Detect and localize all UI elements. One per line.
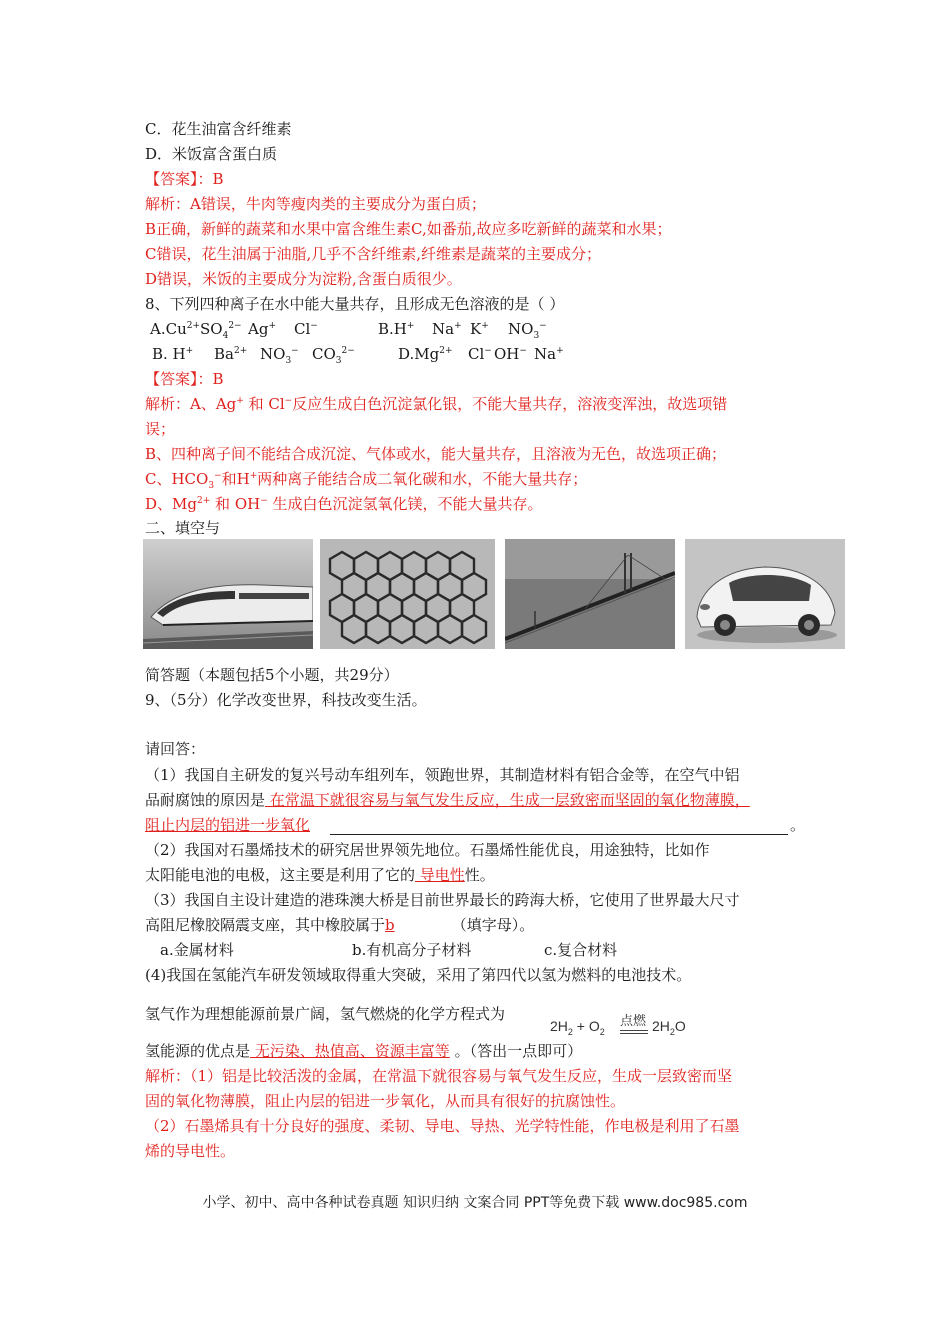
equation-products: $2H_2O$ (652, 1018, 686, 1037)
q7-explanation-b: B正确，新鲜的蔬菜和水果中富含维生素C,如番茄,故应多吃新鲜的蔬菜和水果； (145, 220, 672, 238)
q8-exp-c-part3: 两种离子能结合成二氧化碳和水，不能大量共存； (257, 470, 588, 488)
q9-option-a: a.金属材料 (160, 941, 234, 959)
q7-option-d: D．米饭富含蛋白质 (145, 145, 278, 163)
q9-explanation-2b: 烯的导电性。 (145, 1142, 236, 1160)
q8-exp-d-part1: D、Mg (145, 495, 197, 513)
q9-part2-answer: 导电性 (415, 866, 465, 884)
q9-explanation-1a: 解析：（1）铝是比较活泼的金属，在常温下就很容易与氧气发生反应，生成一层致密而坚 (145, 1067, 733, 1085)
q9-part3-options (160, 939, 617, 961)
q9-part2-suffix: 性。 (464, 866, 495, 884)
photo-strip (143, 539, 845, 649)
q8-option-b-no3: NO (508, 320, 534, 338)
q8-option-a-ag: Ag (248, 320, 269, 338)
section-subheading: 简答题（本题包括5个小题，共29分） (145, 666, 399, 684)
q9-prompt: 请回答： (145, 740, 206, 758)
q8-option-c-no3: NO (260, 345, 286, 363)
q8-explanation-d: D、$Mg^{2+}$ 和 OH− 生成白色沉淀氢氧化镁，不能大量共存。 (145, 495, 543, 513)
q8-option-c-co3: CO (312, 345, 336, 363)
sea-bridge-photo (505, 539, 675, 649)
q8-exp-a-part1: 解析：A、Ag (145, 395, 237, 413)
q9-part2-prefix: 太阳能电池的电极，这主要是利用了它的 (145, 866, 416, 884)
q9-part4-answer: 无污染、热值高、资源丰富等 (250, 1042, 450, 1060)
q8-answer: 【答案】：B (145, 370, 224, 388)
q8-explanation-a: 解析：A、Ag+ 和 Cl−反应生成白色沉淀氯化银，不能大量共存，溶液变浑浊，故选项错 (145, 395, 728, 413)
q9-part2-line2 (145, 864, 495, 886)
equation-reactants: $2H_2 + O_2$ (550, 1018, 605, 1037)
q9-part3-prefix: 高阻尼橡胶隔震支座，其中橡胶属于 (145, 916, 386, 934)
q8-exp-a-part3: 反应生成白色沉淀氯化银，不能大量共存，溶液变浑浊，故选项错 (292, 395, 728, 413)
q8-option-c-ba: Ba (214, 345, 234, 363)
q8-option-c-h: B. H (152, 345, 186, 363)
equation-equals-bottom (620, 1033, 648, 1034)
q9-explanation-1b: 固的氧化物薄膜，阻止内层的铝进一步氧化，从而具有很好的抗腐蚀性。 (145, 1092, 626, 1110)
q8-option-a-cl: Cl (294, 320, 311, 338)
section-heading: 二、填空与 (145, 519, 221, 537)
q8-option-b-na: Na (432, 320, 455, 338)
q7-explanation-c: C错误，花生油属于油脂,几乎不含纤维素,纤维素是蔬菜的主要成分； (145, 245, 602, 263)
q8-exp-c-part1: C、HCO (145, 470, 209, 488)
q8-exp-c-part2: 和H (221, 470, 250, 488)
q9-part3-suffix: （填字母）。 (447, 916, 535, 934)
q9-part1-answer-cont: 阻止内层的铝进一步氧化 (145, 816, 311, 834)
q9-option-c: c.复合材料 (544, 941, 618, 959)
q9-part3-line2 (145, 914, 534, 936)
q8-exp-d-part3: 生成白色沉淀氢氧化镁，不能大量共存。 (267, 495, 543, 513)
q8-option-b-k: K (470, 320, 482, 338)
q8-option-a-so4: SO (200, 320, 223, 338)
q8-option-d-mg: D.Mg (398, 345, 440, 363)
q9-part4-line1: (4)我国在氢能汽车研发领域取得重大突破，采用了第四代以氢为燃料的电池技术。 (145, 966, 692, 984)
q9-part1-prefix: 品耐腐蚀的原因是 (145, 791, 266, 809)
equation-condition: 点燃 (620, 1013, 647, 1028)
q8-stem: 8、下列四种离子在水中能大量共存，且形成无色溶液的是（ ） (145, 295, 565, 313)
q8-explanation-c: C、$HCO_3^-$和H+两种离子能结合成二氧化碳和水，不能大量共存； (145, 470, 588, 491)
q9-explanation-2a: （2）石墨烯具有十分良好的强度、柔韧、导电、导热、光学特性能，作电极是利用了石墨 (145, 1117, 740, 1135)
q8-option-d-cl: Cl (468, 345, 485, 363)
q8-option-a-cu: A.Cu (150, 320, 187, 338)
q7-explanation-a: 解析：A错误，牛肉等瘦肉类的主要成分为蛋白质； (145, 195, 486, 213)
q7-explanation-d: D错误，米饭的主要成分为淀粉,含蛋白质很少。 (145, 270, 462, 288)
q9-part1-blank-line (330, 834, 788, 835)
q9-part4-line2: 氢气作为理想能源前景广阔，氢气燃烧的化学方程式为 (145, 1005, 506, 1023)
q8-option-d-oh: OH (494, 345, 520, 363)
q9-stem: 9、（5分）化学改变世界，科技改变生活。 (145, 691, 427, 709)
bullet-train-photo (143, 539, 313, 649)
q9-part3-line1: （3）我国自主设计建造的港珠澳大桥是目前世界最长的跨海大桥，它使用了世界最大尺寸 (145, 891, 740, 909)
hydrogen-combustion-equation (550, 1013, 700, 1042)
q8-exp-d-part2: 和 OH (210, 495, 261, 513)
q8-options-row1: $A.Cu^{2+}SO_4^{2-}$ Ag+ Cl− B.H+ Na+ K+ $NO_3^-$ (150, 320, 547, 341)
q9-part2-line1: （2）我国对石墨烯技术的研究居世界领先地位。石墨烯性能优良，用途独特，比如作 (145, 841, 710, 859)
hydrogen-car-photo (685, 539, 845, 649)
q9-part4-suffix: 。（答出一点即可） (449, 1042, 583, 1060)
q7-answer: 【答案】：B (145, 170, 224, 188)
q9-part3-answer: b (385, 916, 395, 934)
q8-explanation-a-cont: 误； (145, 420, 176, 438)
q9-part1-line2 (145, 789, 750, 811)
q9-part1-period: 。 (790, 816, 806, 834)
q9-part4-line3 (145, 1040, 582, 1062)
q8-options-row2: B. H+ $Ba^{2+}$ $NO_3^-$ $CO_3^{2-}$ $D.Mg^{2+}$ Cl− OH− Na+ (152, 345, 564, 366)
page-footer: 小学、初中、高中各种试卷真题 知识归纳 文案合同 PPT等免费下载 www.doc985.com (202, 1195, 748, 1211)
q9-part1-answer: 在常温下就很容易与氧气发生反应，生成一层致密而坚固的氧化物薄膜， (265, 791, 750, 809)
graphene-lattice-photo (320, 539, 495, 649)
q9-part1-line1: （1）我国自主研发的复兴号动车组列车，领跑世界，其制造材料有铝合金等，在空气中铝 (145, 766, 740, 784)
q9-part4-prefix: 氢能源的优点是 (145, 1042, 251, 1060)
q8-option-b-h: B.H (378, 320, 407, 338)
equation-equals-top (620, 1030, 648, 1031)
q8-exp-a-part2: 和 Cl (243, 395, 285, 413)
q8-explanation-b: B、四种离子间不能结合成沉淀、气体或水，能大量共存，且溶液为无色，故选项正确； (145, 445, 727, 463)
q9-part1-line3 (145, 814, 310, 836)
q7-option-c: C．花生油富含纤维素 (145, 120, 292, 138)
q9-option-b: b.有机高分子材料 (352, 941, 472, 959)
q8-option-d-na: Na (534, 345, 557, 363)
